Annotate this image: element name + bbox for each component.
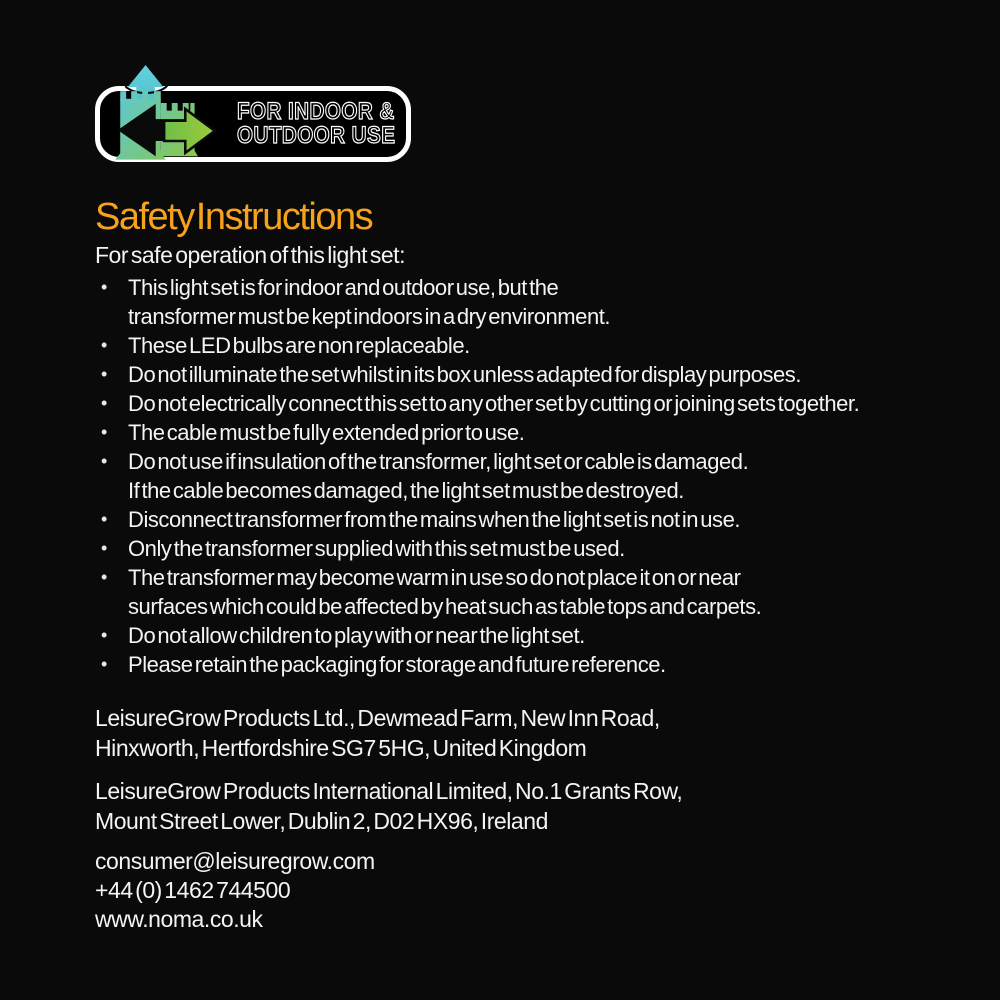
bullet-line: The cable must be fully extended prior to use. <box>128 420 525 445</box>
intro-text: For safe operation of this light set: <box>95 242 405 268</box>
bullet-line: Do not illuminate the set whilst in its box unless adapted for display purposes. <box>128 362 802 387</box>
bullet-text <box>128 360 975 389</box>
bullet-dot-icon: • <box>101 654 108 674</box>
bullet-item <box>95 360 975 389</box>
bullet-line: surfaces which could be affected by heat such as table tops and carpets. <box>128 594 762 619</box>
bullet-dot-icon: • <box>101 451 108 471</box>
bullet-dot-icon: • <box>101 393 108 413</box>
bullet-text <box>128 505 975 534</box>
bullet-dot-icon: • <box>101 567 108 587</box>
bullet-item <box>95 273 975 331</box>
bullet-text <box>128 563 975 621</box>
bullet-item <box>95 331 975 360</box>
bullet-text <box>128 389 975 418</box>
badge-label-line1: FOR INDOOR & <box>237 98 395 125</box>
bullet-item <box>95 389 975 418</box>
indoor-outdoor-badge <box>95 86 411 162</box>
badge-label-line2: OUTDOOR USE <box>237 122 396 149</box>
contact-section <box>95 847 975 934</box>
address-section <box>95 703 975 836</box>
bullet-line: Please retain the packaging for storage and future reference. <box>128 652 666 677</box>
contact-email: consumer@leisuregrow.com <box>95 848 375 874</box>
bullet-item <box>95 563 975 621</box>
contact-phone: +44 (0) 1462 744500 <box>95 877 291 903</box>
content-column <box>95 196 975 934</box>
bullet-item <box>95 505 975 534</box>
bullet-text <box>128 418 975 447</box>
bullet-line: Do not electrically connect this set to any other set by cutting or joining sets together. <box>128 391 860 416</box>
bullet-dot-icon: • <box>101 422 108 442</box>
bullet-text <box>128 650 975 679</box>
badge-label <box>237 100 421 148</box>
address-line: Hinxworth, Hertfordshire SG7 5HG, United Kingdom <box>95 735 587 761</box>
page-title: Safety Instructions <box>95 196 373 238</box>
bullet-dot-icon: • <box>101 364 108 384</box>
bullet-line: The transformer may become warm in use so do not place it on or near <box>128 565 741 590</box>
bullet-dot-icon: • <box>101 335 108 355</box>
bullet-item <box>95 447 975 505</box>
bullet-line: Do not allow children to play with or near the light set. <box>128 623 585 648</box>
bullet-line: These LED bulbs are non replaceable. <box>128 333 470 358</box>
bullet-text <box>128 331 975 360</box>
bullet-line: transformer must be kept indoors in a dry environment. <box>128 304 611 329</box>
bullet-dot-icon: • <box>101 538 108 558</box>
bullet-item <box>95 650 975 679</box>
bullet-dot-icon: • <box>101 509 108 529</box>
bullet-dot-icon: • <box>101 277 108 297</box>
bullet-text <box>128 447 975 505</box>
address-block <box>95 776 975 836</box>
bullet-line: Disconnect transformer from the mains when the light set is not in use. <box>128 507 741 532</box>
bullet-item <box>95 418 975 447</box>
address-line: Mount Street Lower, Dublin 2, D02 HX96, Ireland <box>95 808 548 834</box>
bullet-text <box>128 273 975 331</box>
bullet-line: If the cable becomes damaged, the light set must be destroyed. <box>128 478 684 503</box>
safety-bullet-list <box>95 273 975 679</box>
bullet-dot-icon: • <box>101 625 108 645</box>
bullet-text <box>128 621 975 650</box>
address-line: LeisureGrow Products International Limited, No.1 Grants Row, <box>95 778 683 804</box>
bullet-item <box>95 621 975 650</box>
address-block <box>95 703 975 763</box>
bullet-item <box>95 534 975 563</box>
bullet-line: Do not use if insulation of the transformer, light set or cable is damaged. <box>128 449 749 474</box>
castle-arrows-icon <box>112 65 218 163</box>
bullet-text <box>128 534 975 563</box>
bullet-line: Only the transformer supplied with this set must be used. <box>128 536 625 561</box>
address-line: LeisureGrow Products Ltd., Dewmead Farm, New Inn Road, <box>95 705 660 731</box>
contact-website: www.noma.co.uk <box>95 906 263 932</box>
bullet-line: This light set is for indoor and outdoor use, but the <box>128 275 559 300</box>
